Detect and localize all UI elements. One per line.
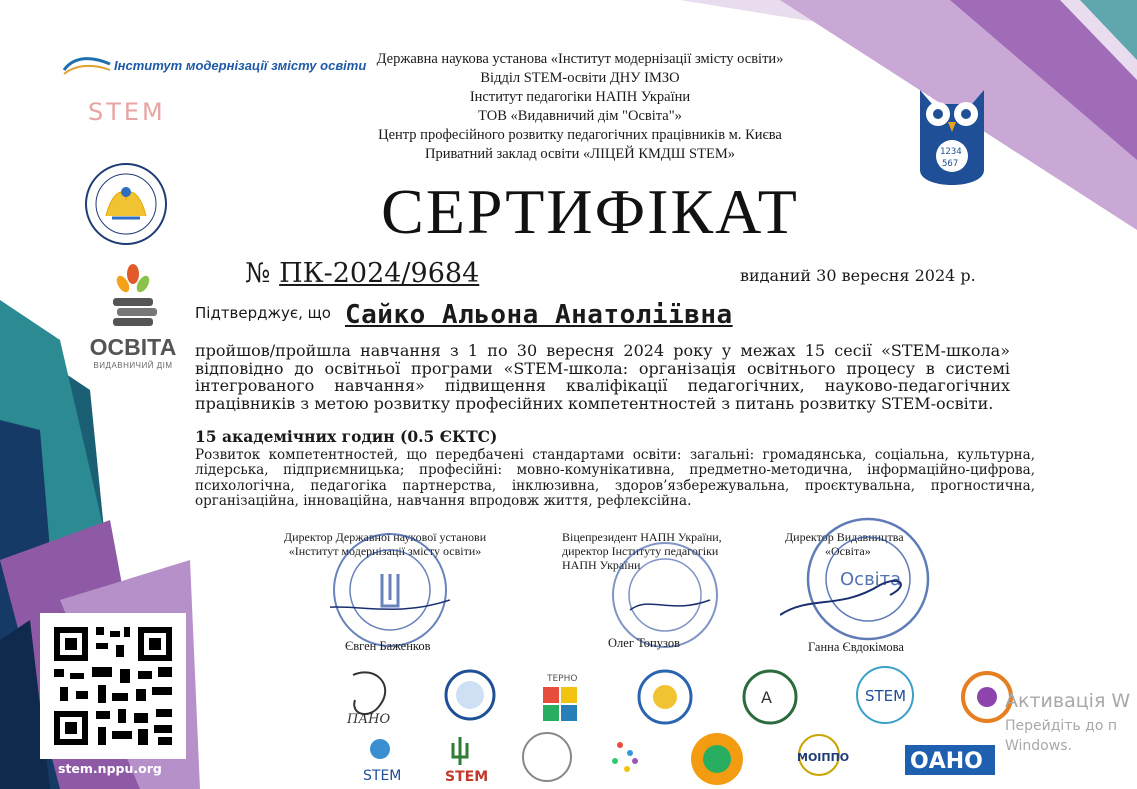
pano-logo xyxy=(346,672,391,727)
book-leaves-icon xyxy=(103,262,163,334)
svg-text:STEM: STEM xyxy=(865,687,907,705)
publisher-logo xyxy=(88,262,178,370)
svg-text:ТЕРНО: ТЕРНО xyxy=(547,674,578,684)
svg-text:567: 567 xyxy=(942,159,959,169)
publisher-logo-main: ОСВІТА xyxy=(89,334,177,360)
signature-name-2: Олег Топузов xyxy=(608,636,680,650)
moippo-logo xyxy=(797,735,849,775)
confirms-label: Підтверджує, що xyxy=(195,304,331,322)
institute-logo-text: Інститут модернізації змісту освіти xyxy=(114,58,367,73)
signature-title-line: директор Інституту педагогіки xyxy=(562,544,719,558)
certificate-number-value: ПК-2024/9684 xyxy=(279,258,480,289)
competencies-text: Розвиток компетентностей, що передбачені стандартами освіти: загальні: громадянська, соціальна, культурна, лідерська, підприємницька; професійні: мовно-комунікативна, предметно-методична, інформаційно-цифрова, психологічна, педагогіка партнерства, інклюзивна, здоров’язбережувальна, проєктувальна, прогностична, організаційна, інноваційна, навчання впродовж життя, рефлексійна. xyxy=(195,447,1035,509)
signature-title-line: Директор Видавництва xyxy=(785,530,904,544)
stem-trident-logo xyxy=(445,737,488,785)
course-description: пройшов/пройшла навчання з 1 по 30 вересня 2024 року у межах 15 сесії «STEM-школа» відповідно до освітньої програми «STEM-школа: організація освітнього процесу в системі інтегрованого навчання» підвищення кваліфікації педагогічних, науково-педагогічних працівників з метою розвитку професійних компетентностей з питань розвитку STEM-освіти. xyxy=(195,341,1010,413)
svg-text:STEM: STEM xyxy=(445,769,489,785)
signature-title-line: «Інститут модернізації змісту освіти» xyxy=(288,544,482,558)
organization-line: Інститут педагогіки НАПН України xyxy=(469,89,691,105)
svg-text:ОАНО: ОАНО xyxy=(910,749,983,774)
qr-code-icon xyxy=(40,613,186,759)
academic-hours: 15 академічних годин (0.5 ЄКТС) xyxy=(195,427,498,446)
stamp-imzo xyxy=(330,530,450,650)
owl-icon xyxy=(912,80,992,200)
issue-date: виданий 30 вересня 2024 р. xyxy=(740,266,976,285)
stem-logo xyxy=(88,98,166,126)
partner-logos xyxy=(335,665,1035,789)
signature-title-line: Директор Державної наукової установи xyxy=(283,530,487,544)
stem-logo-text: STEM xyxy=(88,98,166,126)
certificate-title: СЕРТИФІКАТ xyxy=(381,176,799,247)
svg-text:STEM: STEM xyxy=(363,768,402,784)
qr-code xyxy=(40,613,186,759)
svg-text:МОІППО: МОІППО xyxy=(797,751,850,764)
svg-text:A: A xyxy=(761,688,772,707)
pedagogy-institute-seal xyxy=(82,160,170,248)
svg-text:ПАНО: ПАНО xyxy=(347,712,391,727)
stem-shield-logo xyxy=(363,739,401,784)
organization-line: Приватний заклад освіти «ЛІЦЕЙ КМДШ STEM» xyxy=(425,146,735,162)
publisher-logo-sub: ВИДАВНИЧИЙ ДІМ xyxy=(93,361,173,370)
organization-line: ТОВ «Видавничий дім "Освіта"» xyxy=(478,108,682,124)
signature-title-line: «Освіта» xyxy=(825,544,871,558)
partner-seal-5 xyxy=(523,733,571,781)
signature-name-1: Євген Баженков xyxy=(345,639,431,653)
organization-line: Центр професійного розвитку педагогічних працівників м. Києва xyxy=(378,127,782,143)
stamp-napn xyxy=(600,540,730,650)
watermark-line-3: Windows. xyxy=(1005,738,1072,754)
watermark-line-1: Активація W xyxy=(1005,690,1131,712)
dots-logo xyxy=(612,742,638,772)
svg-text:Освіта: Освіта xyxy=(840,569,902,590)
terno-stem-logo xyxy=(543,674,577,721)
signature-title-line: Віцепрезидент НАПН України, xyxy=(562,530,722,544)
watermark-line-2: Перейдіть до п xyxy=(1005,718,1118,734)
institute-logo xyxy=(62,52,367,80)
recipient-name: Сайко Альона Анатоліївна xyxy=(345,300,733,330)
signature-name-3: Ганна Євдокімова xyxy=(808,640,904,654)
qr-link[interactable]: stem.nppu.org xyxy=(58,761,162,776)
institute-wave-icon xyxy=(62,52,112,78)
activation-watermark xyxy=(1005,690,1130,754)
organization-line: Державна наукова установа «Інститут модернізації змісту освіти» xyxy=(376,51,784,67)
svg-text:1234: 1234 xyxy=(940,147,962,157)
oano-logo xyxy=(905,745,995,775)
signature-title-line: НАПН України xyxy=(562,558,641,572)
organization-line: Відділ STEM-освіти ДНУ ІМЗО xyxy=(480,70,680,86)
organizations-list xyxy=(300,50,860,164)
certificate-number-prefix: № xyxy=(245,258,271,289)
certificate-number xyxy=(245,258,479,289)
stamp-osvita xyxy=(780,515,940,650)
